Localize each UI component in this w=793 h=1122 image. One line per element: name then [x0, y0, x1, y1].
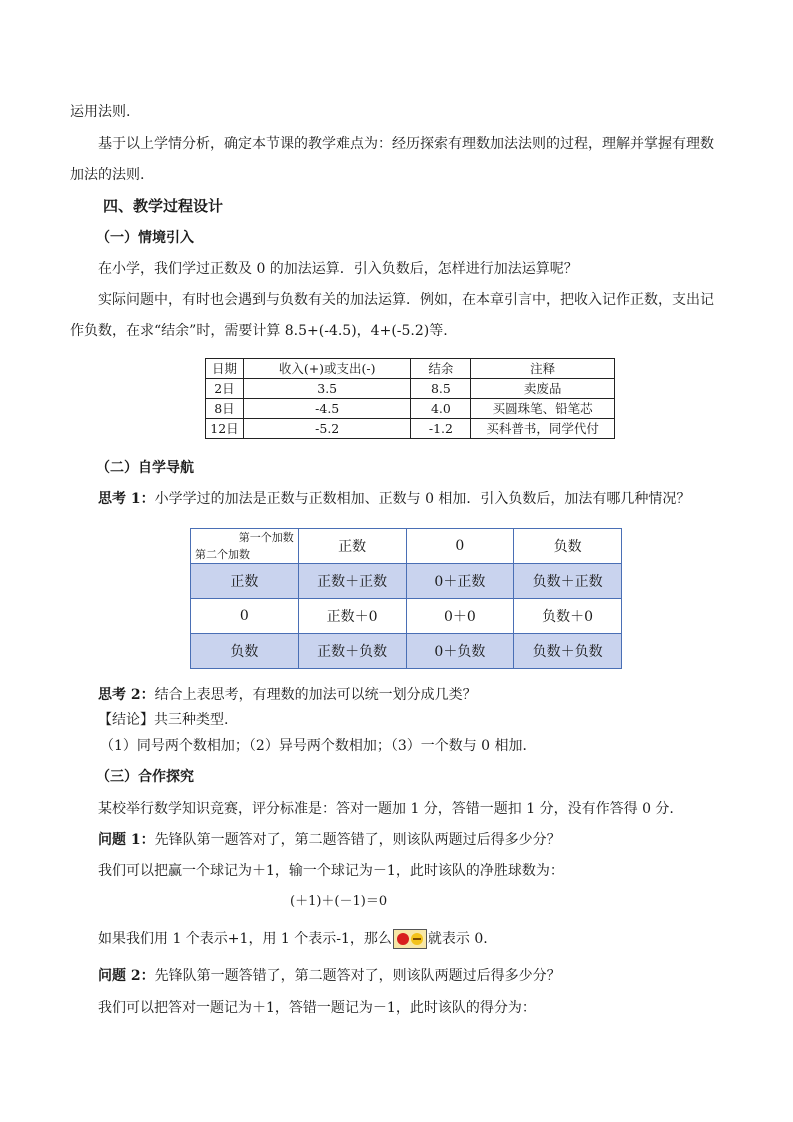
table-row	[191, 564, 622, 599]
conclusion-detail: （1）同号两个数相加；（2）异号两个数相加；（3）一个数与 0 相加．	[100, 738, 537, 754]
text-line: 加法的法则.	[70, 167, 145, 183]
table-cell: 买圆珠笔、铅笔芯	[471, 399, 615, 419]
think-1-text: 小学学过的加法是正数与正数相加、正数与 0 相加．引入负数后，加法有哪几种情况？	[154, 491, 691, 507]
table-cell: 0＋正数	[406, 564, 514, 599]
text-line: 某校举行数学知识竞赛，评分标准是：答对一题加 1 分，答错一题扣 1 分，没有作答得 0 分.	[98, 801, 674, 817]
table-cell: 正数＋0	[298, 599, 406, 634]
table-header-cell: 收入(+)或支出(-)	[243, 359, 411, 379]
table-header-cell: 注释	[471, 359, 615, 379]
subsection-heading: （一）情境引入	[96, 230, 194, 246]
red-chip-icon	[397, 933, 409, 945]
table-header-cell: 结余	[411, 359, 471, 379]
diagonal-header-cell	[191, 529, 299, 564]
text-line: 我们可以把赢一个球记为＋1，输一个球记为－1，此时该队的净胜球数为：	[98, 863, 564, 879]
question-1-text: 先锋队第一题答对了，第二题答错了，则该队两题过后得多少分？	[154, 832, 561, 848]
table-header-cell: 负数	[514, 529, 622, 564]
table-header-cell: 正数	[298, 529, 406, 564]
think-2	[98, 685, 477, 705]
corner-label-top: 第一个加数	[238, 531, 294, 544]
table-cell: 0＋负数	[406, 634, 514, 669]
text-line: 基于以上学情分析，确定本节课的教学难点为：经历探索有理数加法法则的过程，理解并掌握有理数	[98, 136, 714, 152]
table-cell: 4.0	[411, 399, 471, 419]
table-row	[206, 399, 615, 419]
table-cell: 2日	[206, 379, 244, 399]
text-line: 运用法则.	[70, 104, 131, 120]
question-1-label: 问题 1：	[98, 832, 155, 848]
think-1-label: 思考 1：	[98, 491, 155, 507]
subsection-heading: （二）自学导航	[96, 460, 194, 476]
question-2-label: 问题 2：	[98, 968, 155, 984]
table-cell: 8日	[206, 399, 244, 419]
row-header-cell: 负数	[191, 634, 299, 669]
subsection-heading: （三）合作探究	[96, 769, 194, 785]
row-header-cell: 正数	[191, 564, 299, 599]
table-row	[206, 419, 615, 439]
section-heading: 四、教学过程设计	[103, 197, 224, 215]
think-2-text: 结合上表思考，有理数的加法可以统一划分成几类？	[154, 687, 477, 703]
text-line: 我们可以把答对一题记为＋1，答错一题记为－1，此时该队的得分为：	[98, 1000, 536, 1016]
table-row	[191, 634, 622, 669]
table-header-row	[206, 359, 615, 379]
text-line-with-chips	[98, 929, 488, 949]
table-cell: 0＋0	[406, 599, 514, 634]
think-1	[98, 489, 690, 509]
table-row	[191, 599, 622, 634]
text-line: 实际问题中，有时也会遇到与负数有关的加法运算．例如，在本章引言中，把收入记作正数，支出记	[98, 292, 714, 308]
question-2	[98, 966, 561, 986]
table-cell: 正数＋正数	[298, 564, 406, 599]
question-1	[98, 830, 561, 850]
row-header-cell: 0	[191, 599, 299, 634]
formula: (＋1)＋(－1)＝0	[290, 894, 388, 909]
table-header-cell: 0	[406, 529, 514, 564]
chips-icon	[393, 929, 427, 949]
table-cell: -4.5	[243, 399, 411, 419]
table-header-cell: 日期	[206, 359, 244, 379]
table-cell: 负数＋0	[514, 599, 622, 634]
think-2-label: 思考 2：	[98, 687, 155, 703]
corner-label-bottom: 第二个加数	[195, 548, 250, 561]
table-cell: 12日	[206, 419, 244, 439]
table-cell: 负数＋负数	[514, 634, 622, 669]
table-header-row	[191, 529, 622, 564]
table-cell: 3.5	[243, 379, 411, 399]
text-line: 在小学，我们学过正数及 0 的加法运算．引入负数后，怎样进行加法运算呢？	[98, 261, 578, 277]
table-cell: 8.5	[411, 379, 471, 399]
table-cell: -5.2	[243, 419, 411, 439]
chip-text-before: 如果我们用 1 个表示+1，用 1 个表示-1，那么	[98, 931, 392, 947]
addition-cases-table	[190, 528, 622, 669]
question-2-text: 先锋队第一题答错了，第二题答对了，则该队两题过后得多少分？	[154, 968, 561, 984]
table-cell: 买科普书，同学代付	[471, 419, 615, 439]
yellow-chip-icon	[411, 933, 423, 945]
table-cell: 正数＋负数	[298, 634, 406, 669]
table-cell: 负数＋正数	[514, 564, 622, 599]
chip-text-after: 就表示 0.	[427, 931, 488, 947]
table-row	[206, 379, 615, 399]
table-cell: -1.2	[411, 419, 471, 439]
table-cell: 卖废品	[471, 379, 615, 399]
balance-table	[205, 358, 615, 439]
text-line: 作负数，在求“结余”时，需要计算 8.5+(-4.5)，4+(-5.2)等.	[70, 323, 448, 339]
conclusion: 【结论】共三种类型.	[98, 712, 229, 728]
